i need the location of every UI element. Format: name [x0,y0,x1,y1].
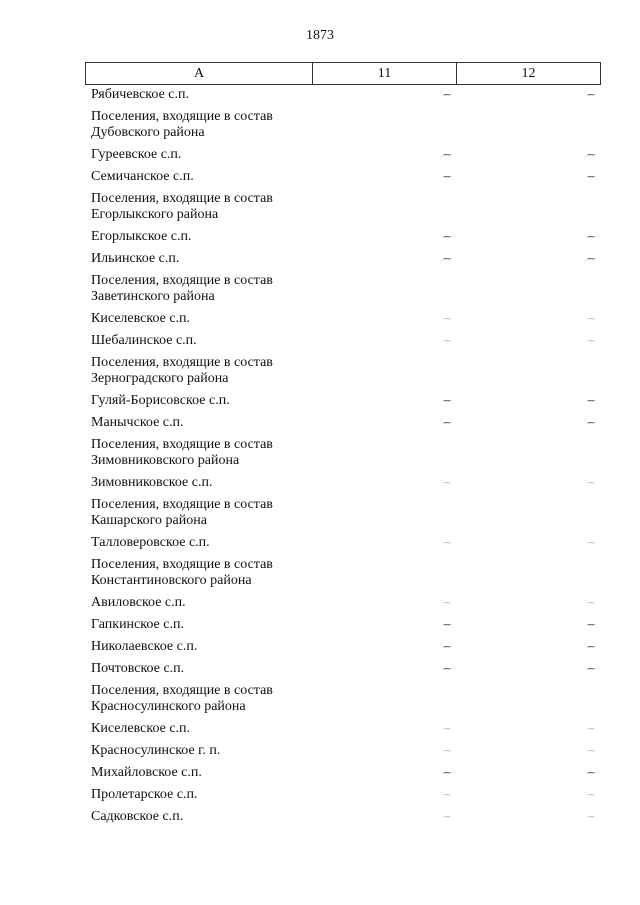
row-name: Киселевское с.п. [91,311,191,326]
table-row [0,251,640,273]
cell-col-11: – [443,251,451,266]
row-name: Поселения, входящие в состав Егорлыкского района [91,191,273,222]
page-number: 1873 [306,28,334,43]
cell-col-11: – [443,809,451,824]
table-row [0,617,640,639]
table-row [0,415,640,437]
cell-col-12: – [587,147,595,162]
cell-col-12: – [587,87,595,102]
cell-col-12: – [587,333,595,348]
row-name: Красносулинское г. п. [91,743,221,758]
cell-col-11: – [443,787,451,802]
table-row [0,169,640,191]
row-name: Гуляй-Борисовское с.п. [91,393,230,408]
row-name: Михайловское с.п. [91,765,202,780]
cell-col-12: – [587,743,595,758]
cell-col-11: – [443,169,451,184]
cell-col-12: – [587,415,595,430]
section-header-row [0,191,640,229]
cell-col-12: – [587,169,595,184]
row-name: Поселения, входящие в состав Константиновского района [91,557,273,588]
row-name: Гуреевское с.п. [91,147,182,162]
table-row [0,311,640,333]
table-row [0,765,640,787]
section-header-row [0,109,640,147]
header-col-11: 11 [313,63,457,85]
cell-col-12: – [587,661,595,676]
header-col-a: А [86,63,313,85]
section-header-row [0,497,640,535]
table-row [0,595,640,617]
header-row [86,63,601,85]
cell-col-11: – [443,333,451,348]
table-row [0,87,640,109]
cell-col-12: – [587,765,595,780]
cell-col-11: – [443,721,451,736]
cell-col-12: – [587,393,595,408]
table-row [0,393,640,415]
row-name: Гапкинское с.п. [91,617,184,632]
cell-col-12: – [587,475,595,490]
table-row [0,333,640,355]
cell-col-12: – [587,595,595,610]
section-header-row [0,355,640,393]
row-name: Поселения, входящие в состав Зерноградского района [91,355,273,386]
row-name: Манычское с.п. [91,415,184,430]
row-name: Поселения, входящие в состав Дубовского района [91,109,273,140]
row-name: Авиловское с.п. [91,595,186,610]
section-header-row [0,273,640,311]
section-header-row [0,437,640,475]
row-name: Пролетарское с.п. [91,787,198,802]
cell-col-11: – [443,661,451,676]
cell-col-11: – [443,639,451,654]
table-header [85,62,601,85]
row-name: Николаевское с.п. [91,639,198,654]
row-name: Садковское с.п. [91,809,184,824]
cell-col-11: – [443,229,451,244]
cell-col-12: – [587,251,595,266]
header-col-12: 12 [457,63,601,85]
cell-col-11: – [443,475,451,490]
cell-col-11: – [443,617,451,632]
row-name: Семичанское с.п. [91,169,194,184]
section-header-row [0,557,640,595]
row-name: Киселевское с.п. [91,721,191,736]
cell-col-12: – [587,311,595,326]
cell-col-11: – [443,393,451,408]
row-name: Поселения, входящие в состав Заветинского района [91,273,273,304]
table-row [0,661,640,683]
table-row [0,535,640,557]
cell-col-12: – [587,639,595,654]
cell-col-12: – [587,229,595,244]
table-row [0,743,640,765]
cell-col-11: – [443,743,451,758]
cell-col-11: – [443,595,451,610]
row-name: Ильинское с.п. [91,251,180,266]
table-row [0,475,640,497]
cell-col-11: – [443,311,451,326]
row-name: Егорлыкское с.п. [91,229,192,244]
cell-col-11: – [443,87,451,102]
row-name: Почтовское с.п. [91,661,185,676]
table-row [0,721,640,743]
section-header-row [0,683,640,721]
cell-col-12: – [587,721,595,736]
table-row [0,787,640,809]
row-name: Поселения, входящие в состав Зимовниковского района [91,437,273,468]
cell-col-11: – [443,415,451,430]
row-name: Зимовниковское с.п. [91,475,213,490]
row-name: Талловеровское с.п. [91,535,210,550]
row-name: Поселения, входящие в состав Кашарского района [91,497,273,528]
row-name: Шебалинское с.п. [91,333,197,348]
table-row [0,639,640,661]
table-row [0,229,640,251]
table-row [0,809,640,831]
cell-col-12: – [587,617,595,632]
table-row [0,147,640,169]
cell-col-12: – [587,809,595,824]
cell-col-11: – [443,535,451,550]
cell-col-12: – [587,787,595,802]
row-name: Поселения, входящие в состав Красносулинского района [91,683,273,714]
cell-col-12: – [587,535,595,550]
cell-col-11: – [443,147,451,162]
row-name: Рябичевское с.п. [91,87,189,102]
cell-col-11: – [443,765,451,780]
